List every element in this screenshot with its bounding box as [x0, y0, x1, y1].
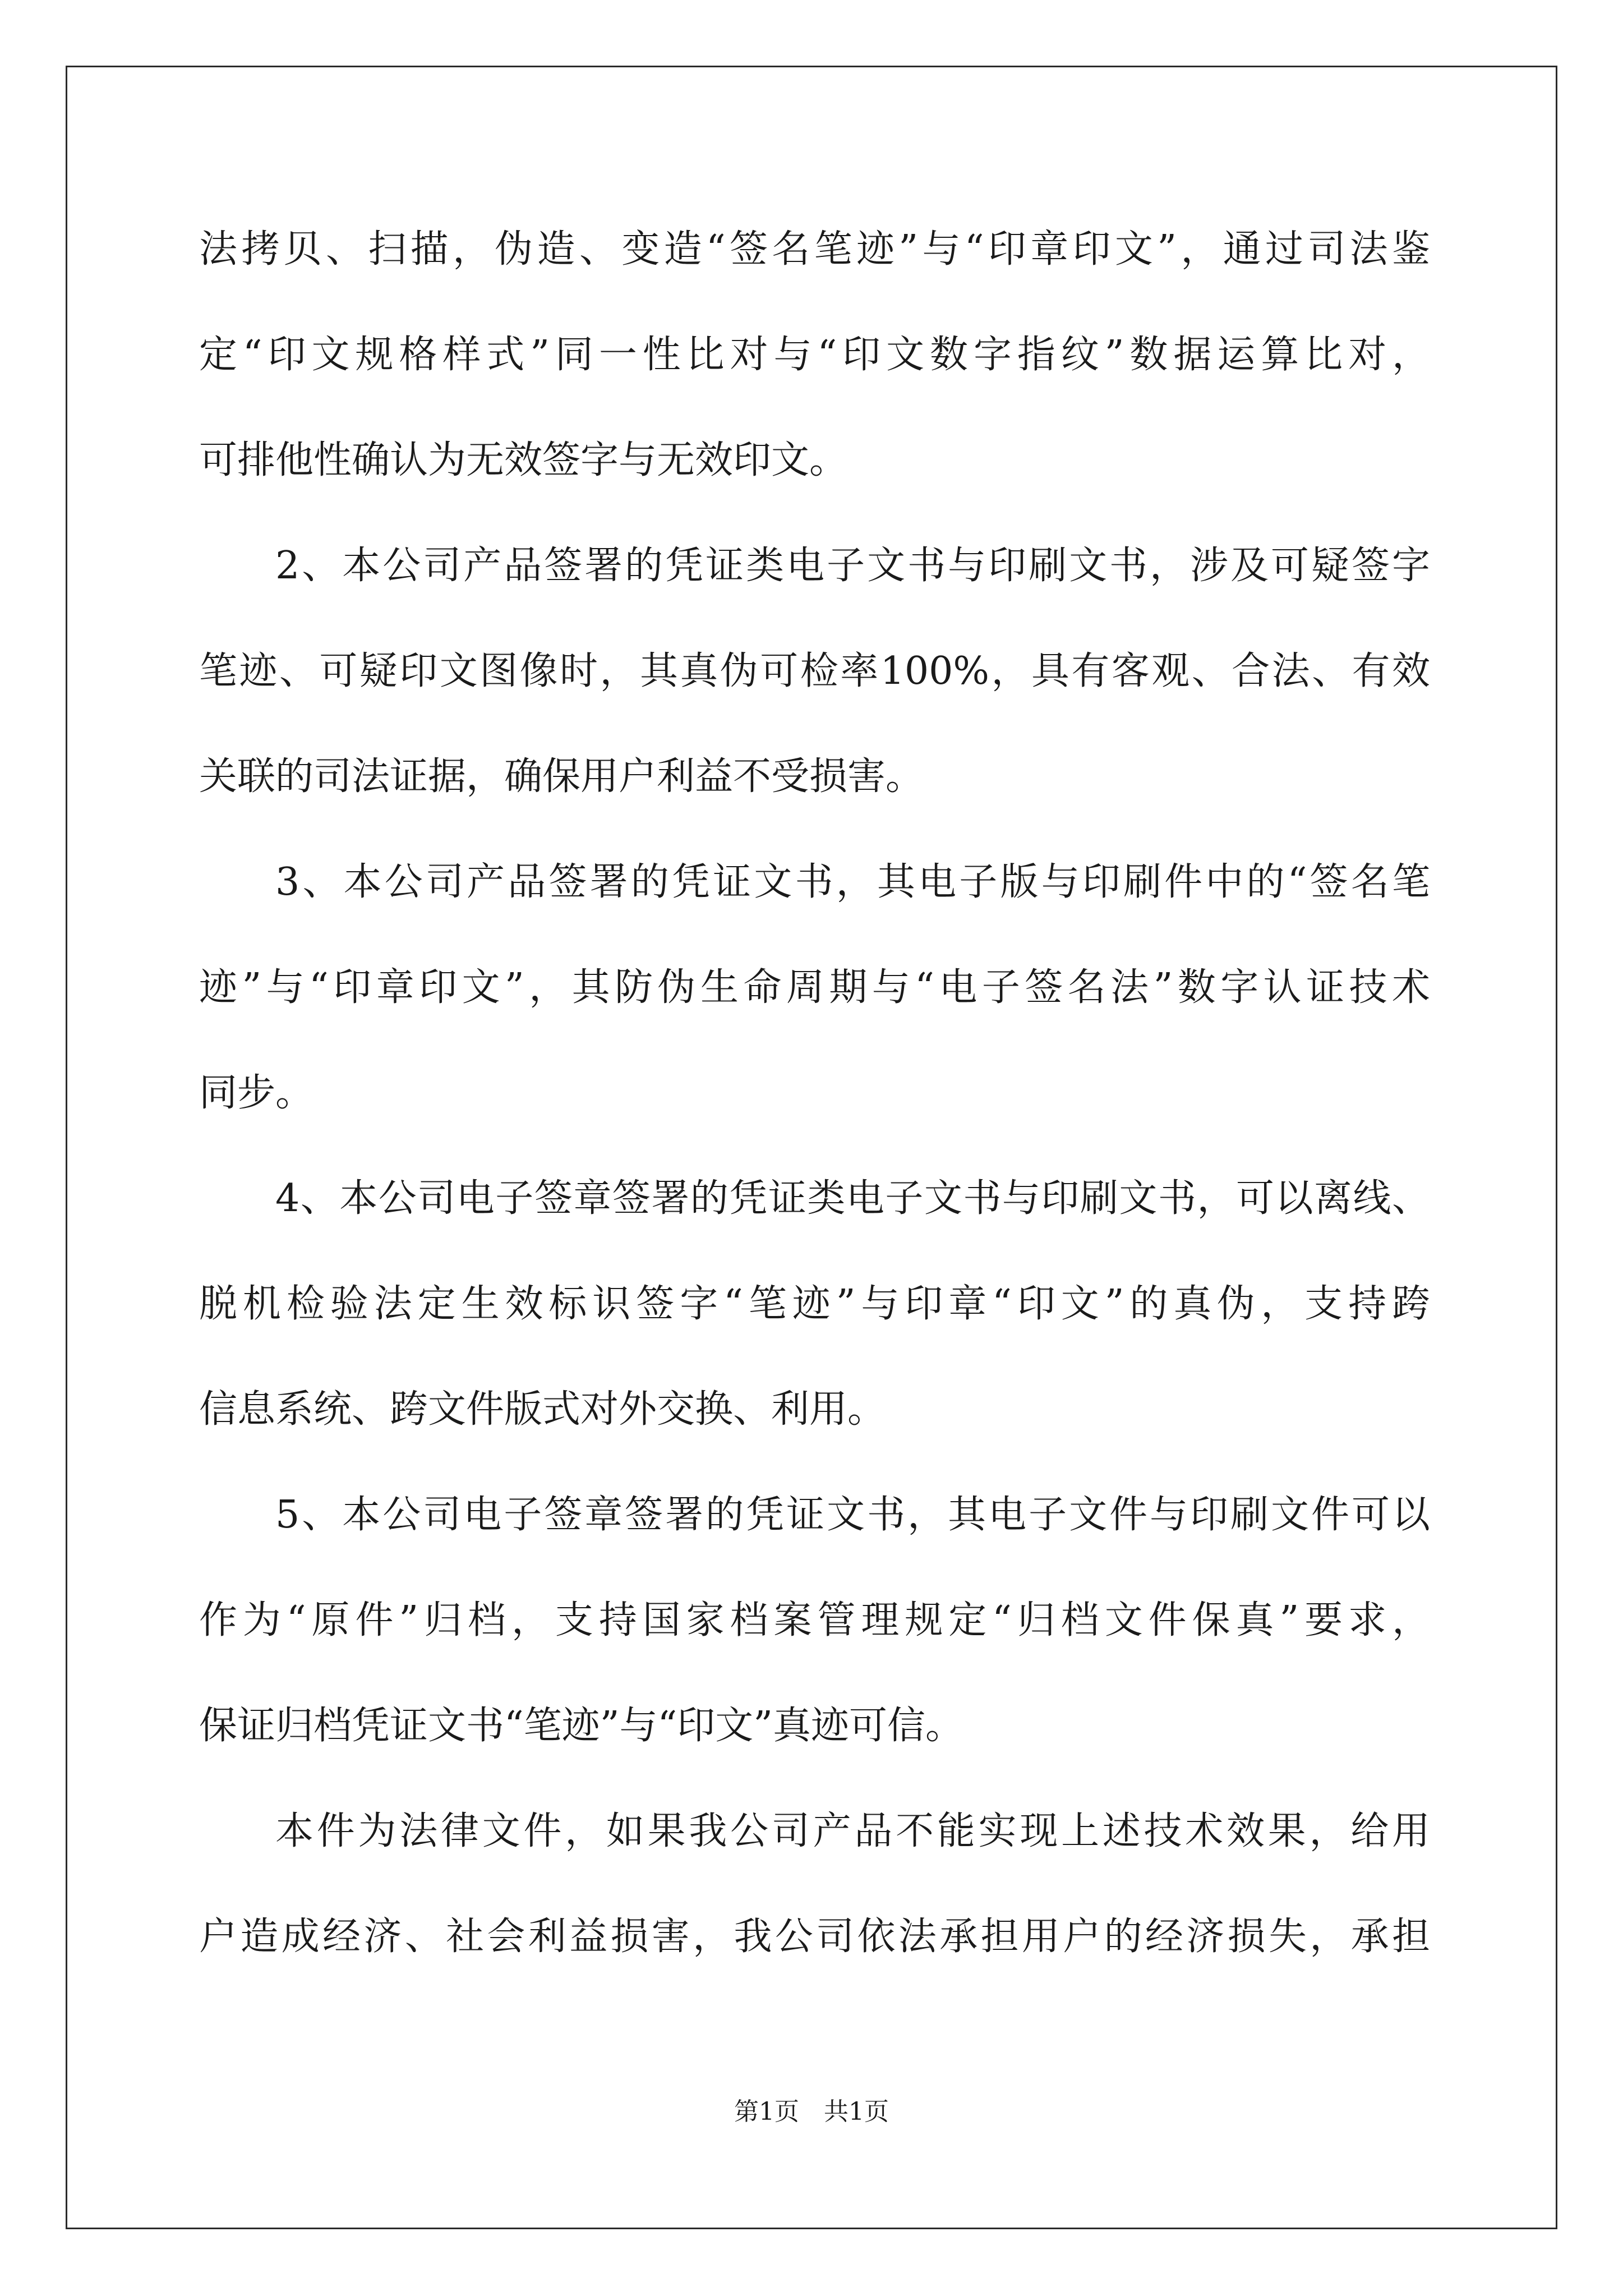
text-line-8: 迹”与“印章印文”，其防伪生命周期与“电子签名法”数字认证技术 [199, 965, 1430, 1010]
text-line-2: 定“印文规格样式”同一性比对与“印文数字指纹”数据运算比对， [199, 333, 1430, 377]
text-line-17: 户造成经济、社会利益损害，我公司依法承担用户的经济损失，承担 [199, 1915, 1430, 1959]
page-number: 第1页 共1页 [734, 2097, 889, 2126]
text-line-12: 信息系统、跨文件版式对外交换、利用。 [199, 1387, 886, 1432]
text-line-10: 4、本公司电子签章签署的凭证类电子文书与印刷文书，可以离线、 [275, 1176, 1430, 1221]
text-line-15: 保证归档凭证文书“笔迹”与“印文”真迹可信。 [199, 1704, 964, 1748]
text-line-1: 法拷贝、扫描，伪造、变造“签名笔迹”与“印章印文”，通过司法鉴 [199, 227, 1430, 272]
text-line-13: 5、本公司电子签章签署的凭证文书，其电子文件与印刷文件可以 [275, 1493, 1430, 1537]
text-line-3: 可排他性确认为无效签字与无效印文。 [199, 438, 848, 482]
text-line-14: 作为“原件”归档，支持国家档案管理规定“归档文件保真”要求， [199, 1598, 1430, 1642]
text-line-11: 脱机检验法定生效标识签字“笔迹”与印章“印文”的真伪，支持跨 [199, 1282, 1430, 1326]
text-line-5: 笔迹、可疑印文图像时，其真伪可检率100%，具有客观、合法、有效 [199, 649, 1430, 693]
text-line-4: 2、本公司产品签署的凭证类电子文书与印刷文书，涉及可疑签字 [275, 544, 1430, 588]
text-line-9: 同步。 [199, 1071, 314, 1115]
text-line-7: 3、本公司产品签署的凭证文书，其电子版与印刷件中的“签名笔 [275, 860, 1430, 904]
text-line-16: 本件为法律文件，如果我公司产品不能实现上述技术效果，给用 [275, 1809, 1430, 1853]
text-line-6: 关联的司法证据，确保用户利益不受损害。 [199, 754, 924, 799]
